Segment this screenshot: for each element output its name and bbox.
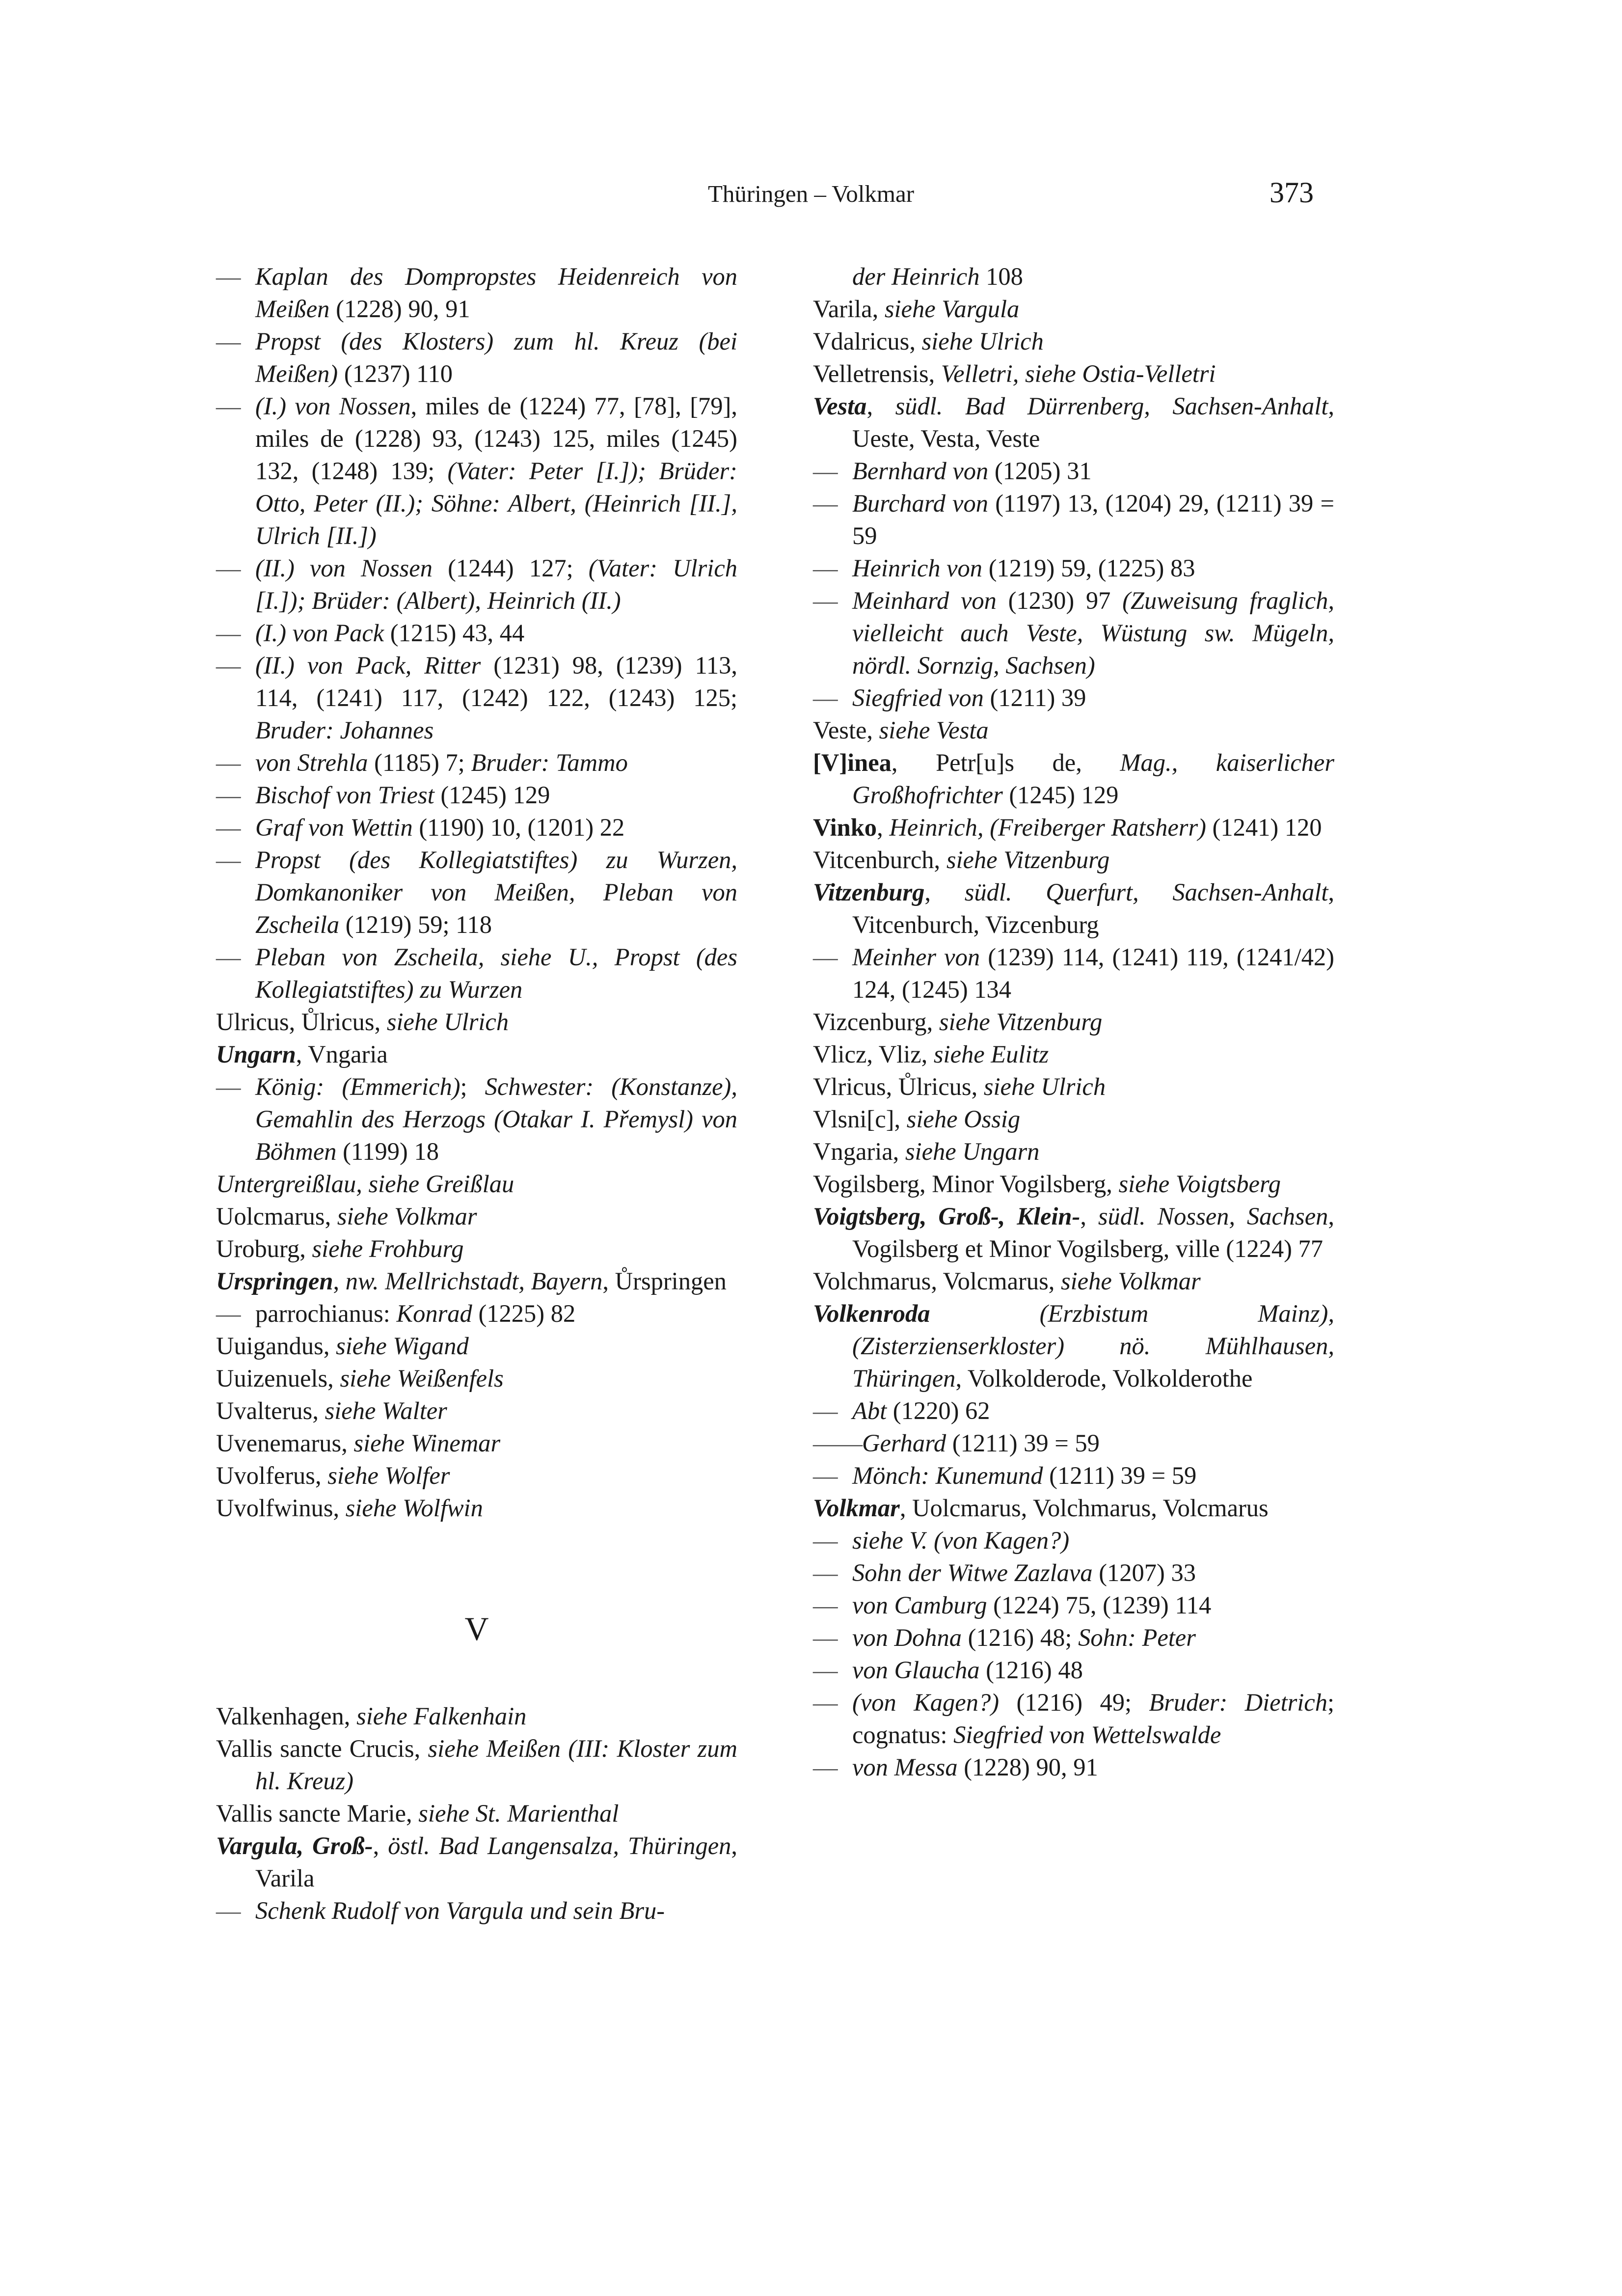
index-entry: [V]inea, Petr[u]s de, Mag., kaiserlicher Großhofrichter (1245) 129 <box>813 749 1334 809</box>
index-entry: Uuigandus, siehe Wigand <box>216 1332 469 1360</box>
running-header: Thüringen – Volkmar <box>707 180 915 207</box>
dash-marker: — <box>813 554 838 582</box>
dash-marker: — <box>813 1591 838 1619</box>
index-entry: Vallis sancte Marie, siehe St. Marienthal <box>216 1800 619 1827</box>
index-subentry: — Graf von Wettin (1190) 10, (1201) 22 <box>216 811 737 844</box>
index-entry: Volchmarus, Volcmarus, siehe Volkmar <box>813 1267 1201 1295</box>
index-entry: Uroburg, siehe Frohburg <box>216 1235 464 1262</box>
index-subentry: — (I.) von Pack (1215) 43, 44 <box>216 617 737 649</box>
index-subentry: — von Glaucha (1216) 48 <box>813 1654 1334 1686</box>
index-entry: Uuizenuels, siehe Weißenfels <box>216 1365 504 1392</box>
index-entry: Uolcmarus, siehe Volkmar <box>216 1203 477 1230</box>
index-entry: Uvenemarus, siehe Winemar <box>216 1429 501 1457</box>
dash-marker: — <box>813 1624 838 1651</box>
index-subentry: — (I.) von Nossen, miles de (1224) 77, [78], [79], miles de (1228) 93, (1243) 125, miles (1245) 132, (1248) 139; (Vater: Peter [I.]); Brüder: Otto, Peter (II.); Söhne: Albert, (Heinrich [II.], Ulrich [II.]) <box>216 390 737 552</box>
index-entry: Valkenhagen, siehe Falkenhain <box>216 1702 527 1730</box>
index-entry: Vngaria, siehe Ungarn <box>813 1138 1040 1165</box>
index-entry: Vogilsberg, Minor Vogilsberg, siehe Voigtsberg <box>813 1170 1281 1198</box>
index-entry: Vinko, Heinrich, (Freiberger Ratsherr) (1241) 120 <box>813 814 1322 841</box>
index-entry: Uvalterus, siehe Walter <box>216 1397 447 1424</box>
index-subentry: — Meinhard von (1230) 97 (Zuweisung fraglich, vielleicht auch Veste, Wüstung sw. Mügeln, nördl. Sornzig, Sachsen) <box>813 584 1334 682</box>
dash-marker: — <box>216 814 241 841</box>
index-subentry: — siehe V. (von Kagen?) <box>813 1524 1334 1557</box>
dash-marker: — <box>813 1753 838 1781</box>
index-subentry: — Burchard von (1197) 13, (1204) 29, (1211) 39 = 59 <box>813 487 1334 552</box>
index-entry: Vallis sancte Crucis, siehe Meißen (III: Kloster zum hl. Kreuz) <box>216 1735 738 1795</box>
index-entry: Uvolfwinus, siehe Wolfwin <box>216 1494 483 1522</box>
dash-marker: — <box>216 328 241 355</box>
index-entry: Volkmar, Uolcmarus, Volchmarus, Volcmarus <box>813 1494 1269 1522</box>
dash-marker: — <box>216 392 241 420</box>
index-entry: Uvolferus, siehe Wolfer <box>216 1462 450 1489</box>
index-subentry: — von Dohna (1216) 48; Sohn: Peter <box>813 1621 1334 1654</box>
index-entry: Velletrensis, Velletri, siehe Ostia-Velletri <box>813 360 1216 387</box>
index-column-left <box>216 260 737 1927</box>
dash-marker: — <box>216 554 241 582</box>
dash-marker: — <box>216 619 241 647</box>
dash-marker: — <box>216 263 241 290</box>
dash-marker: — <box>813 1656 838 1684</box>
dash-marker: — <box>813 1527 838 1554</box>
index-subentry: — Sohn der Witwe Zazlava (1207) 33 <box>813 1557 1334 1589</box>
index-entry: Volkenroda (Erzbistum Mainz), (Zisterzienserkloster) nö. Mühlhausen, Thüringen, Volkolderode, Volkolderothe <box>813 1300 1334 1392</box>
index-subentry: — von Camburg (1224) 75, (1239) 114 <box>813 1589 1334 1621</box>
index-subentry: — Pleban von Zscheila, siehe U., Propst (des Kollegiatstiftes) zu Wurzen <box>216 941 737 1006</box>
index-subentry: — parrochianus: Konrad (1225) 82 <box>216 1297 737 1330</box>
double-dash-marker: —— <box>813 1429 863 1457</box>
dash-marker: — <box>813 457 838 485</box>
index-entry: Vizcenburg, siehe Vitzenburg <box>813 1008 1103 1036</box>
index-subentry: — Heinrich von (1219) 59, (1225) 83 <box>813 552 1334 584</box>
index-entry: Vitcenburch, siehe Vitzenburg <box>813 846 1110 874</box>
index-entry: Varila, siehe Vargula <box>813 295 1020 323</box>
dash-marker: — <box>216 1300 241 1327</box>
dash-marker: — <box>813 1397 838 1424</box>
dash-marker: — <box>216 652 241 679</box>
dash-marker: — <box>813 1559 838 1586</box>
index-subentry: — Kaplan des Dompropstes Heidenreich von Meißen (1228) 90, 91 <box>216 260 737 325</box>
index-subentry: — Propst (des Kollegiatstiftes) zu Wurzen, Domkanoniker von Meißen, Pleban von Zscheila (1219) 59; 118 <box>216 844 737 941</box>
index-subentry: — (II.) von Pack, Ritter (1231) 98, (1239) 113, 114, (1241) 117, (1242) 122, (1243) 125; Bruder: Johannes <box>216 649 737 746</box>
index-entry: Veste, siehe Vesta <box>813 716 989 744</box>
index-subentry: — Bernhard von (1205) 31 <box>813 455 1334 487</box>
index-entry-continuation: der Heinrich 108 <box>852 263 1023 290</box>
index-subentry: — (von Kagen?) (1216) 49; Bruder: Dietrich; cognatus: Siegfried von Wettelswalde <box>813 1686 1334 1751</box>
index-subentry: — von Messa (1228) 90, 91 <box>813 1751 1334 1783</box>
index-entry: Ulricus, Ůlricus, siehe Ulrich <box>216 1008 509 1036</box>
index-column-right <box>813 260 1334 1783</box>
section-letter-heading: V <box>464 1610 489 1647</box>
index-subentry: — König: (Emmerich); Schwester: (Konstanze), Gemahlin des Herzogs (Otakar I. Přemysl) von Böhmen (1199) 18 <box>216 1070 737 1168</box>
dash-marker: — <box>216 846 241 874</box>
index-subentry: — Propst (des Klosters) zum hl. Kreuz (bei Meißen) (1237) 110 <box>216 325 737 390</box>
index-entry: Vitzenburg, südl. Querfurt, Sachsen-Anhalt, Vitcenburch, Vizcenburg <box>813 878 1334 938</box>
index-subentry: — Siegfried von (1211) 39 <box>813 682 1334 714</box>
index-subentry: — von Strehla (1185) 7; Bruder: Tammo <box>216 746 737 779</box>
index-entry: Vlsni[c], siehe Ossig <box>813 1105 1021 1133</box>
index-subsubentry: ——Gerhard (1211) 39 = 59 <box>813 1427 1334 1459</box>
index-subentry: — Abt (1220) 62 <box>813 1394 1334 1427</box>
index-entry: Untergreißlau, siehe Greißlau <box>216 1170 514 1198</box>
index-entry: Vlicz, Vliz, siehe Eulitz <box>813 1040 1049 1068</box>
index-entry: Vargula, Groß-, östl. Bad Langensalza, Thüringen, Varila <box>216 1832 737 1892</box>
dash-marker: — <box>216 749 241 776</box>
index-entry: Vesta, südl. Bad Dürrenberg, Sachsen-Anhalt, Ueste, Vesta, Veste <box>813 392 1334 452</box>
index-subentry: — Schenk Rudolf von Vargula und sein Bru- <box>216 1894 737 1927</box>
dash-marker: — <box>216 943 241 971</box>
index-subentry: — Meinher von (1239) 114, (1241) 119, (1241/42) 124, (1245) 134 <box>813 941 1334 1006</box>
index-subentry: — (II.) von Nossen (1244) 127; (Vater: Ulrich [I.]); Brüder: (Albert), Heinrich (II.) <box>216 552 737 617</box>
dash-marker: — <box>813 1462 838 1489</box>
index-entry: Ungarn, Vngaria <box>216 1040 388 1068</box>
page-number: 373 <box>1270 176 1314 209</box>
dash-marker: — <box>216 781 241 809</box>
index-subentry: — Bischof von Triest (1245) 129 <box>216 779 737 811</box>
dash-marker: — <box>813 587 838 614</box>
dash-marker: — <box>216 1073 241 1100</box>
index-entry: Voigtsberg, Groß-, Klein-, südl. Nossen, Sachsen, Vogilsberg et Minor Vogilsberg, ville (1224) 77 <box>813 1203 1334 1262</box>
index-subentry: — Mönch: Kunemund (1211) 39 = 59 <box>813 1459 1334 1492</box>
index-entry: Urspringen, nw. Mellrichstadt, Bayern, Ůrspringen <box>216 1267 727 1295</box>
dash-marker: — <box>813 1689 838 1716</box>
index-entry: Vdalricus, siehe Ulrich <box>813 328 1044 355</box>
dash-marker: — <box>813 943 838 971</box>
dash-marker: — <box>813 684 838 711</box>
index-entry: Vlricus, Ůlricus, siehe Ulrich <box>813 1073 1106 1100</box>
dash-marker: — <box>813 490 838 517</box>
dash-marker: — <box>216 1897 241 1924</box>
